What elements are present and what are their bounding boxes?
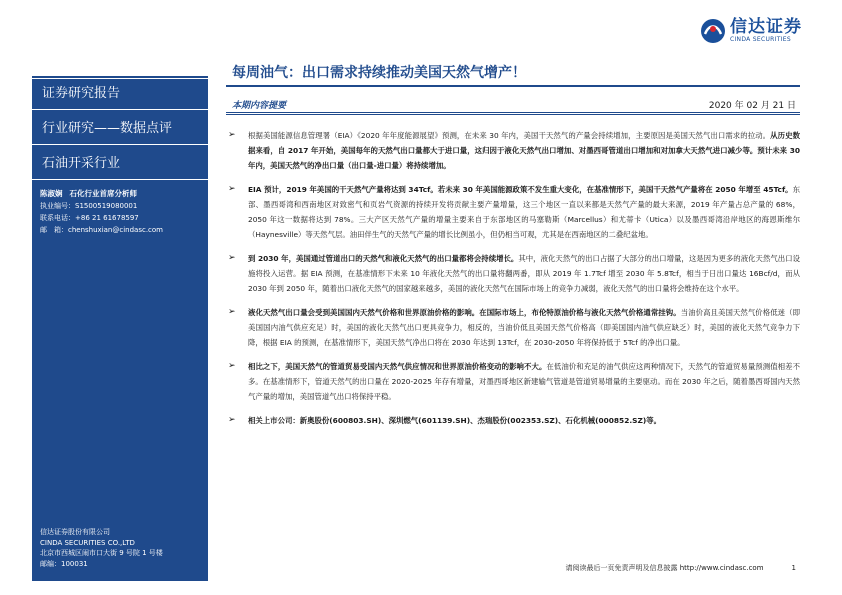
paragraph-bold-text: EIA 预计，2019 年美国的干天然气产量将达到 34Tcf。若未来 30 年美国能源政策不发生重大变化，在基准情形下，美国干天然气产量将在 2050 年增至 45Tcf。 — [248, 185, 793, 194]
paragraph-text: 其中，液化天然气的出口占据了大部分的出口增量，这是因为更多的液化天然气出口设施将投入运营。据 EIA 预测，在基准情形下未来 10 年液化天然气的出口量将翻两番，即从 2019 年 1.7Tcf 增至 2030 年 5.8Tcf，相当于日出口量达 16Bcf/d，而从 2030 年到 2050 年，随着出口液化天然气的国家越来越多，美国的液化天然气在国际市场上的竞争力减弱，液化天然气的出口量将会维持在这个水平。 — [248, 254, 800, 293]
summary-paragraph — [228, 305, 800, 350]
paragraph-bold-text: 相比之下，美国天然气的管道贸易受国内天然气供应情况和世界原油价格变动的影响不大。 — [248, 362, 547, 371]
company-address: 北京市西城区闹市口大街 9 号院 1 号楼 — [40, 549, 163, 557]
summary-paragraph — [228, 182, 800, 242]
arrow-bullet-icon: ➢ — [228, 307, 236, 317]
arrow-bullet-icon: ➢ — [228, 253, 236, 263]
paragraph-bold-text: 相关上市公司：新奥股份(600803.SH)、深圳燃气(601139.SH)、杰瑞股份(002353.SZ)、石化机械(000852.SZ)等。 — [248, 416, 661, 425]
arrow-bullet-icon: ➢ — [228, 184, 236, 194]
company-info — [40, 527, 163, 569]
page-footer — [565, 563, 796, 573]
paragraph-bold-text: 到 2030 年，美国通过管道出口的天然气和液化天然气的出口量都将会持续增长。 — [248, 254, 519, 263]
paragraph-text: 在低油价和充足的油气供应这两种情况下，天然气的管道贸易量预测值相差不多。在基准情形下，管道天然气的出口量在 2020-2025 年存有增量，对墨西哥地区新建输气管道是管道贸易增量的主要驱动。而在 2030 年之后，随着墨西哥国内天然气产量的增加，美国管道气出口将保持平稳。 — [248, 362, 800, 401]
analyst-name: 陈淑娴 — [40, 189, 63, 198]
paragraph-text: 当油价高且美国天然气价格低迷（即美国国内油气供应充足）时，美国的液化天然气出口更具竞争力，相反的，当油价低且美国天然气价格高（即美国国内油气供应缺乏）时，美国的液化天然气竞争力下降，根据 EIA 的预测，在基准情形下，美国天然气净出口将在 2030 年达到 13Tcf，在 2030-2050 年将保持低于 5Tcf 的净出口量。 — [248, 308, 800, 347]
report-type-label: 证券研究报告 — [32, 78, 208, 110]
zip-code: 100031 — [61, 559, 88, 568]
paragraph-bold-text: 液化天然气出口量会受到美国国内天然气价格和世界原油价格的影响。在国际市场上，布伦特原油价格与液化天然气价格通常挂钩。 — [248, 308, 681, 317]
summary-paragraph — [228, 128, 800, 173]
company-english-name: CINDA SECURITIES CO.,LTD — [40, 538, 135, 547]
cinda-logo — [700, 18, 802, 44]
arrow-bullet-icon: ➢ — [228, 130, 236, 140]
email-label: 邮 箱： — [40, 226, 68, 234]
analyst-info — [32, 188, 208, 236]
paragraph-text: 东部、墨西哥湾和西南地区对致密气和页岩气资源的持续开发将贡献主要产量增量，这三个地区一直以来都是天然气产量的最大来源，2019 年产量占总产量的 68%，2050 年这一数据将达到 78%。三大产区天然气产量的增量主要来自于东部地区的马塞勒斯（Marcellus）和尤蒂卡（Utica）以及墨西哥湾沿岸地区的海恩斯维尔（Haynesville）等天然气层。油田伴生气的天然气产量的增长比例虽小，但仍相当可观，尤其是在西南地区的二叠纪盆地。 — [248, 185, 800, 239]
paragraph-text: 根据美国能源信息管理署（EIA）《2020 年年度能源展望》预测，在未来 30 年内，美国干天然气的产量会持续增加，主要原因是美国天然气出口需求的拉动。 — [248, 131, 771, 140]
license-label: 执业编号： — [40, 202, 75, 210]
summary-paragraph — [228, 359, 800, 404]
summary-divider-second — [226, 114, 800, 115]
summary-paragraph — [228, 251, 800, 296]
summary-divider — [226, 112, 800, 113]
logo-chinese-name: 信达证券 — [730, 17, 802, 37]
report-title: 每周油气：出口需求持续推动美国天然气增产！ — [232, 65, 526, 81]
phone-number: +86 21 61678597 — [75, 214, 139, 222]
logo-english-name: CINDA SECURITIES — [730, 36, 791, 43]
summary-content — [228, 128, 800, 437]
summary-paragraph — [228, 413, 800, 428]
email-address[interactable]: chenshuxian@cindasc.com — [68, 226, 163, 234]
phone-label: 联系电话： — [40, 214, 75, 222]
page-number: 1 — [791, 564, 796, 572]
arrow-bullet-icon: ➢ — [228, 415, 236, 425]
industry-label: 石油开采行业 — [32, 149, 208, 180]
sidebar — [32, 76, 208, 581]
research-type-label: 行业研究——数据点评 — [32, 114, 208, 145]
footer-disclaimer[interactable]: 请阅读最后一页免责声明及信息披露 http://www.cindasc.com — [565, 564, 764, 572]
title-divider — [226, 85, 800, 87]
zip-label: 邮编： — [40, 559, 61, 568]
analyst-title: 石化行业首席分析师 — [69, 189, 137, 198]
paragraph-bold-text: 从历史数据来看，自 2017 年开始，美国每年的天然气出口量都大于进口量，这归因于液化天然气出口增加、对墨西哥管道出口增加和对加拿大天然气进口减少等。预计未来 30 年内，美国天然气的净出口量（出口量-进口量）将持续增加。 — [248, 131, 800, 170]
report-date: 2020 年 02 月 21 日 — [708, 101, 796, 111]
license-number: S1500519080001 — [75, 202, 138, 210]
company-chinese-name: 信达证券股份有限公司 — [40, 528, 110, 536]
cinda-logo-icon — [700, 18, 726, 44]
summary-heading: 本期内容提要 — [232, 101, 287, 111]
arrow-bullet-icon: ➢ — [228, 361, 236, 371]
